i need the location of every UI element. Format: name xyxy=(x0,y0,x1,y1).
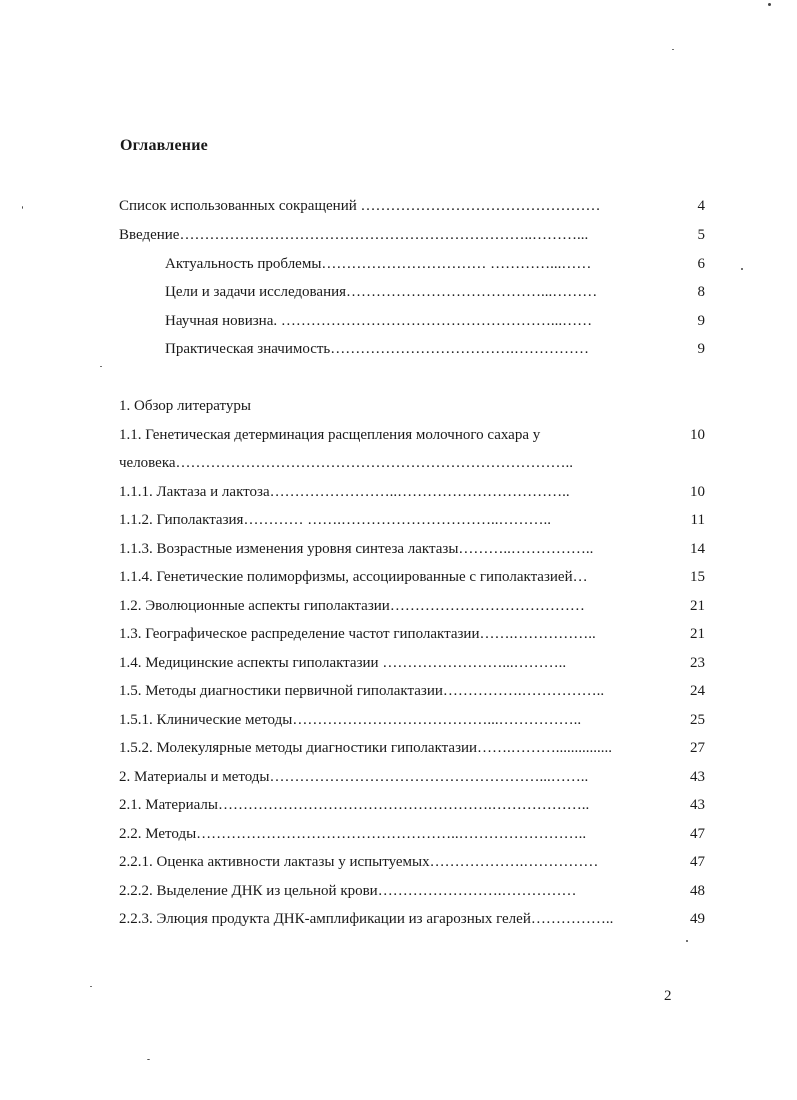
toc-entry-introduction xyxy=(119,224,705,246)
toc-entry-text: Введение……………………………………………………………..………... xyxy=(119,227,589,243)
toc-entry-1-5 xyxy=(119,680,705,702)
toc-entry-text: 1.3. Географическое распределение частот гиполактазии…….…………….. xyxy=(119,626,596,642)
toc-entry-text: Практическая значимость……………………………….…………… xyxy=(165,341,590,357)
toc-entry-text: 1.1. Генетическая детерминация расщепления молочного сахара у xyxy=(119,427,541,443)
toc-entry-page: 5 xyxy=(697,227,705,243)
toc-entry-text: Научная новизна. ………………………………………………...…… xyxy=(165,313,593,329)
toc-entry-page: 9 xyxy=(697,341,705,357)
toc-entry-1-2 xyxy=(119,595,705,617)
toc-entry-page: 21 xyxy=(690,626,705,642)
toc-entry-2-2 xyxy=(119,823,705,845)
toc-entry-text: 2. Материалы и методы………………………………………………...…….. xyxy=(119,769,589,785)
toc-entry-page: 23 xyxy=(690,655,705,671)
toc-entry-1-3 xyxy=(119,623,705,645)
toc-entry-1-1-cont xyxy=(119,452,705,474)
toc-entry-text: Актуальность проблемы…………………………… …………...…… xyxy=(165,256,592,272)
toc-entry-text: 2.2. Методы……………………………………………..…………………….. xyxy=(119,826,587,842)
toc-entry-page: 6 xyxy=(697,256,705,272)
toc-entry-1-5-1 xyxy=(119,709,705,731)
scan-speck xyxy=(768,3,771,6)
toc-entry-text: Список использованных сокращений ………………………………………… xyxy=(119,198,601,214)
toc-entry-1-1-4 xyxy=(119,566,705,588)
toc-entry-page: 47 xyxy=(690,826,705,842)
scan-speck xyxy=(741,268,743,270)
scan-speck xyxy=(686,940,688,942)
toc-entry-page: 25 xyxy=(690,712,705,728)
toc-entry-text: 1.2. Эволюционные аспекты гиполактазии………………………………… xyxy=(119,598,585,614)
toc-entry-page: 27 xyxy=(690,740,705,756)
toc-entry-page: 15 xyxy=(690,569,705,585)
toc-entry-page: 43 xyxy=(690,797,705,813)
scan-speck xyxy=(147,1059,150,1060)
toc-entry-1-5-2 xyxy=(119,737,705,759)
toc-entry-relevance xyxy=(165,253,705,275)
toc-entry-text: 2.2.3. Элюция продукта ДНК-амплификации из агарозных гелей…………….. xyxy=(119,911,614,927)
toc-entry-text: 1.5. Методы диагностики первичной гиполактазии…………….…………….. xyxy=(119,683,605,699)
toc-entry-text: 1.5.1. Клинические методы…………………………………...…………….. xyxy=(119,712,582,728)
toc-entry-significance xyxy=(165,338,705,360)
toc-entry-page: 21 xyxy=(690,598,705,614)
toc-entry-text: 1.1.2. Гиполактазия………… …….…………………………..……….. xyxy=(119,512,551,528)
toc-entry-2-2-2 xyxy=(119,880,705,902)
scan-speck xyxy=(100,366,102,367)
toc-entry-text: Цели и задачи исследования…………………………………...……… xyxy=(165,284,598,300)
toc-entry-abbreviations xyxy=(119,195,705,217)
toc-entry-2-2-1 xyxy=(119,851,705,873)
toc-entry-text: 1.1.4. Генетические полиморфизмы, ассоциированные с гиполактазией… xyxy=(119,569,588,585)
toc-entry-text: 1.4. Медицинские аспекты гиполактазии ……………………...……….. xyxy=(119,655,567,671)
toc-entry-novelty xyxy=(165,310,705,332)
toc-entry-1-4 xyxy=(119,652,705,674)
toc-entry-text: 1.5.2. Молекулярные методы диагностики гиполактазии…….………............... xyxy=(119,740,613,756)
toc-entry-page: 47 xyxy=(690,854,705,870)
toc-entry-page: 10 xyxy=(690,484,705,500)
toc-entry-page: 14 xyxy=(690,541,705,557)
toc-entry-page: 48 xyxy=(690,883,705,899)
toc-entry-literature-review xyxy=(119,395,705,417)
toc-entry-page: 43 xyxy=(690,769,705,785)
toc-entry-1-1 xyxy=(119,424,705,446)
toc-entry-text: человека…………………………………………………………………….. xyxy=(119,455,574,471)
page-number: 2 xyxy=(664,988,672,1004)
toc-heading: Оглавление xyxy=(120,137,208,154)
toc-entry-page: 10 xyxy=(690,427,705,443)
toc-entry-text: 2.1. Материалы……………………………………………….……………….. xyxy=(119,797,590,813)
toc-entry-text: 2.2.2. Выделение ДНК из цельной крови…………………….…………… xyxy=(119,883,577,899)
scan-speck xyxy=(90,986,92,987)
toc-entry-text: 1. Обзор литературы xyxy=(119,398,251,414)
toc-entry-page: 24 xyxy=(690,683,705,699)
toc-entry-text: 2.2.1. Оценка активности лактазы у испытуемых……………….…………… xyxy=(119,854,599,870)
toc-entry-page: 49 xyxy=(690,911,705,927)
toc-entry-1-1-1 xyxy=(119,481,705,503)
toc-entry-1-1-2 xyxy=(119,509,705,531)
toc-entry-page: 9 xyxy=(697,313,705,329)
toc-entry-1-1-3 xyxy=(119,538,705,560)
scan-speck xyxy=(672,49,674,50)
toc-entry-goals xyxy=(165,281,705,303)
toc-entry-2 xyxy=(119,766,705,788)
toc-entry-page: 11 xyxy=(690,512,705,528)
toc-entry-page: 4 xyxy=(697,198,705,214)
toc-entry-text: 1.1.3. Возрастные изменения уровня синтеза лактазы………..…………….. xyxy=(119,541,594,557)
scan-speck xyxy=(22,206,23,209)
toc-entry-2-1 xyxy=(119,794,705,816)
toc-entry-page: 8 xyxy=(697,284,705,300)
toc-entry-text: 1.1.1. Лактаза и лактоза……………………..…………………………….. xyxy=(119,484,570,500)
toc-entry-2-2-3 xyxy=(119,908,705,930)
